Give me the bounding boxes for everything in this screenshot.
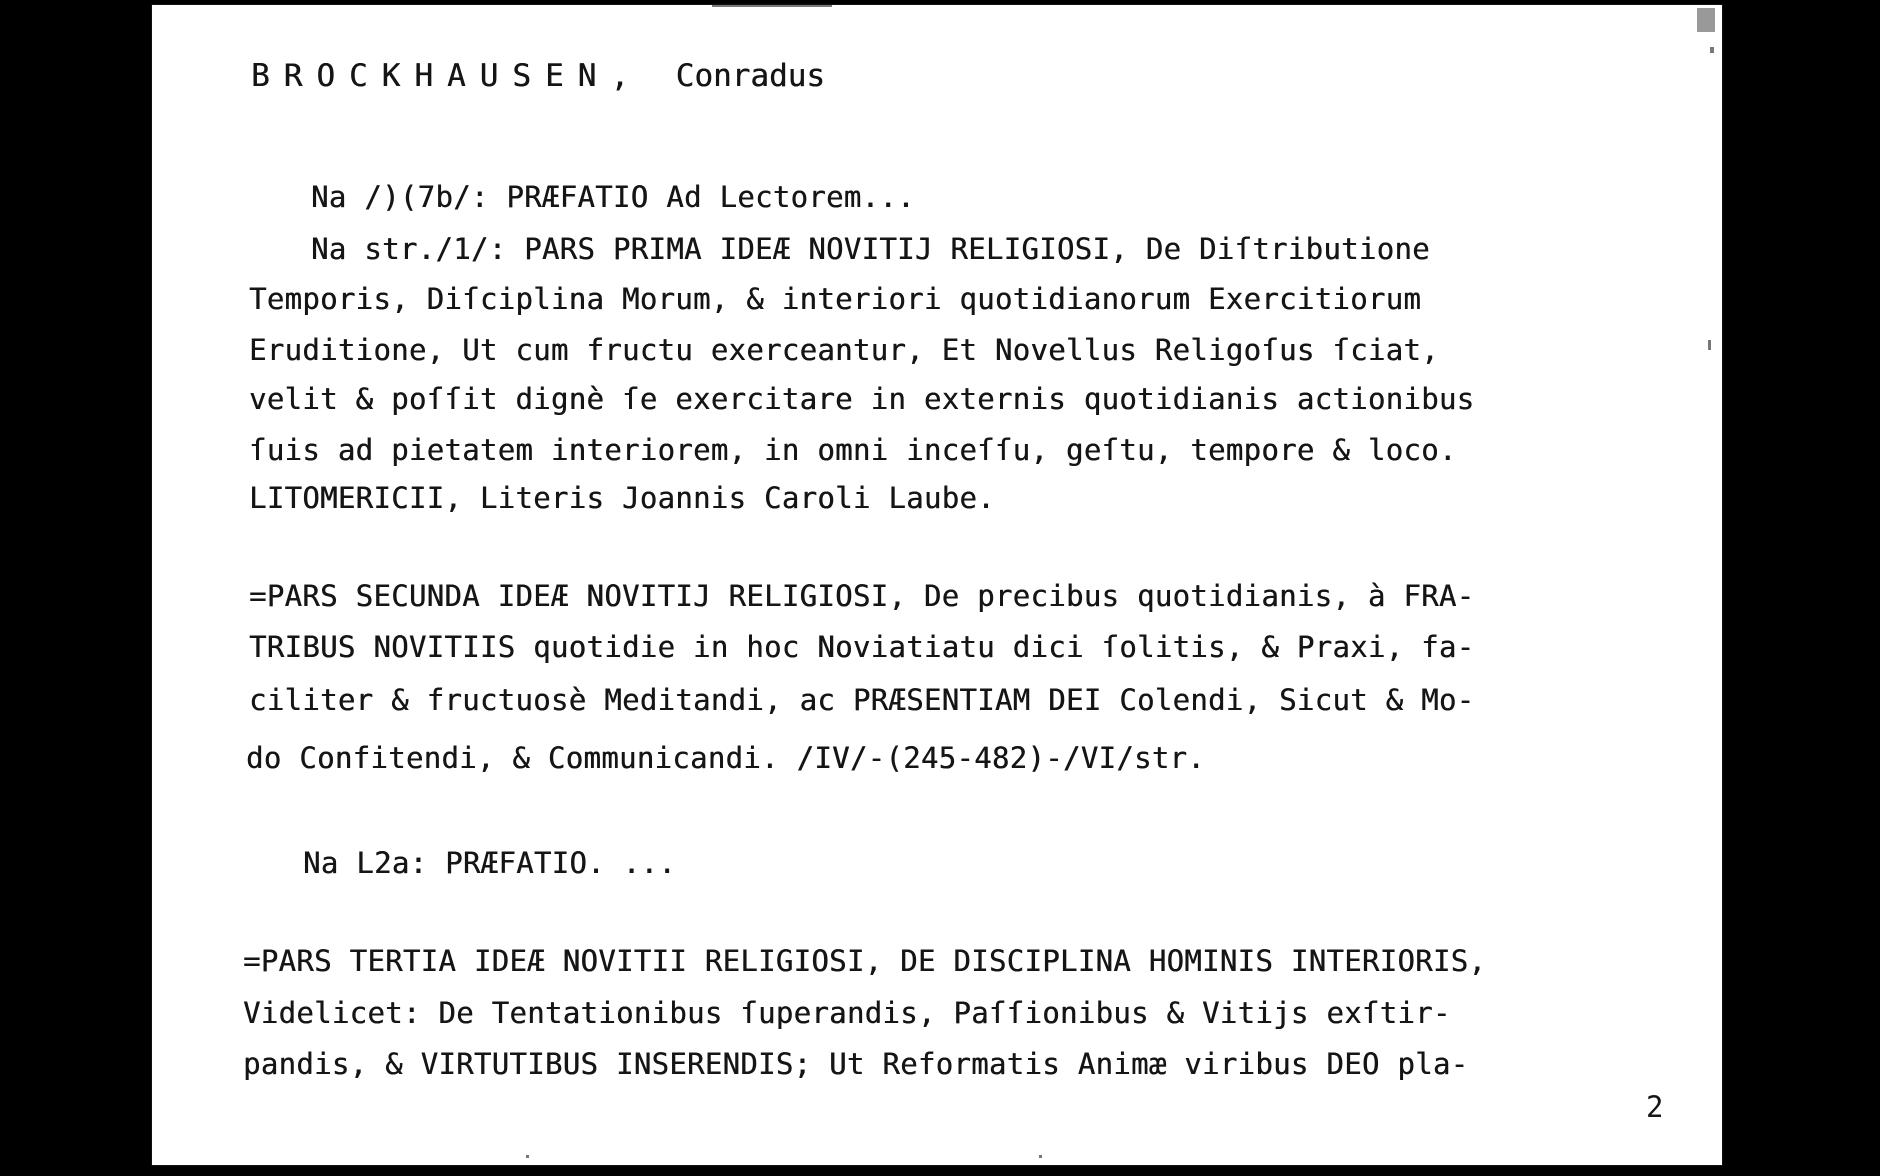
section-2-line-3: ciliter & fructuosè Meditandi, ac PRÆSENTIAM DEI Colendi, Sicut & Mo- <box>249 683 1475 717</box>
section-3-preface-line: Na L2a: PRÆFATIO. ... <box>303 846 676 880</box>
section-4-line-1: =PARS TERTIA IDEÆ NOVITII RELIGIOSI, DE DISCIPLINA HOMINIS INTERIORIS, <box>243 944 1487 978</box>
card-heading <box>251 59 825 93</box>
section-2-line-4: do Confitendi, & Communicandi. /IV/-(245-482)-/VI/str. <box>246 741 1206 775</box>
page-number: 2 <box>1646 1090 1664 1124</box>
heading-separator: , <box>610 58 643 94</box>
scan-speck <box>712 5 832 7</box>
catalog-card <box>152 5 1722 1165</box>
section-1-line-3: Temporis, Diſciplina Morum, & interiori quotidianorum Exercitiorum <box>249 282 1422 316</box>
scan-speck <box>1039 1155 1042 1158</box>
scan-speck <box>526 1155 529 1158</box>
section-1-line-1: Na /)(7b/: PRÆFATIO Ad Lectorem... <box>311 180 915 214</box>
section-4-line-2: Videlicet: De Tentationibus ſuperandis, Paſſionibus & Vitijs exſtir- <box>243 996 1451 1030</box>
heading-surname: BROCKHAUSEN <box>251 58 611 94</box>
scan-speck <box>1708 340 1711 350</box>
section-1-line-5: velit & poſſit dignè ſe exercitare in externis quotidianis actionibus <box>249 382 1475 416</box>
scan-speck <box>1697 8 1715 32</box>
heading-given-name: Conradus <box>675 58 825 94</box>
section-1-line-4: Eruditione, Ut cum fructu exerceantur, Et Novellus Religoſus ſciat, <box>249 333 1439 367</box>
section-1-line-2: Na str./1/: PARS PRIMA IDEÆ NOVITIJ RELIGIOSI, De Diſtributione <box>311 232 1430 266</box>
section-4-line-3: pandis, & VIRTUTIBUS INSERENDIS; Ut Reformatis Animæ viribus DEO pla- <box>243 1047 1469 1081</box>
section-1-line-6: ſuis ad pietatem interiorem, in omni inceſſu, geſtu, tempore & loco. <box>249 433 1457 467</box>
section-2-line-2: TRIBUS NOVITIIS quotidie in hoc Noviatiatu dici ſolitis, & Praxi, fa- <box>249 630 1475 664</box>
scan-speck <box>1710 47 1714 53</box>
section-1-line-7: LITOMERICII, Literis Joannis Caroli Laube. <box>249 481 995 515</box>
section-2-line-1: =PARS SECUNDA IDEÆ NOVITIJ RELIGIOSI, De precibus quotidianis, à FRA- <box>249 579 1475 613</box>
